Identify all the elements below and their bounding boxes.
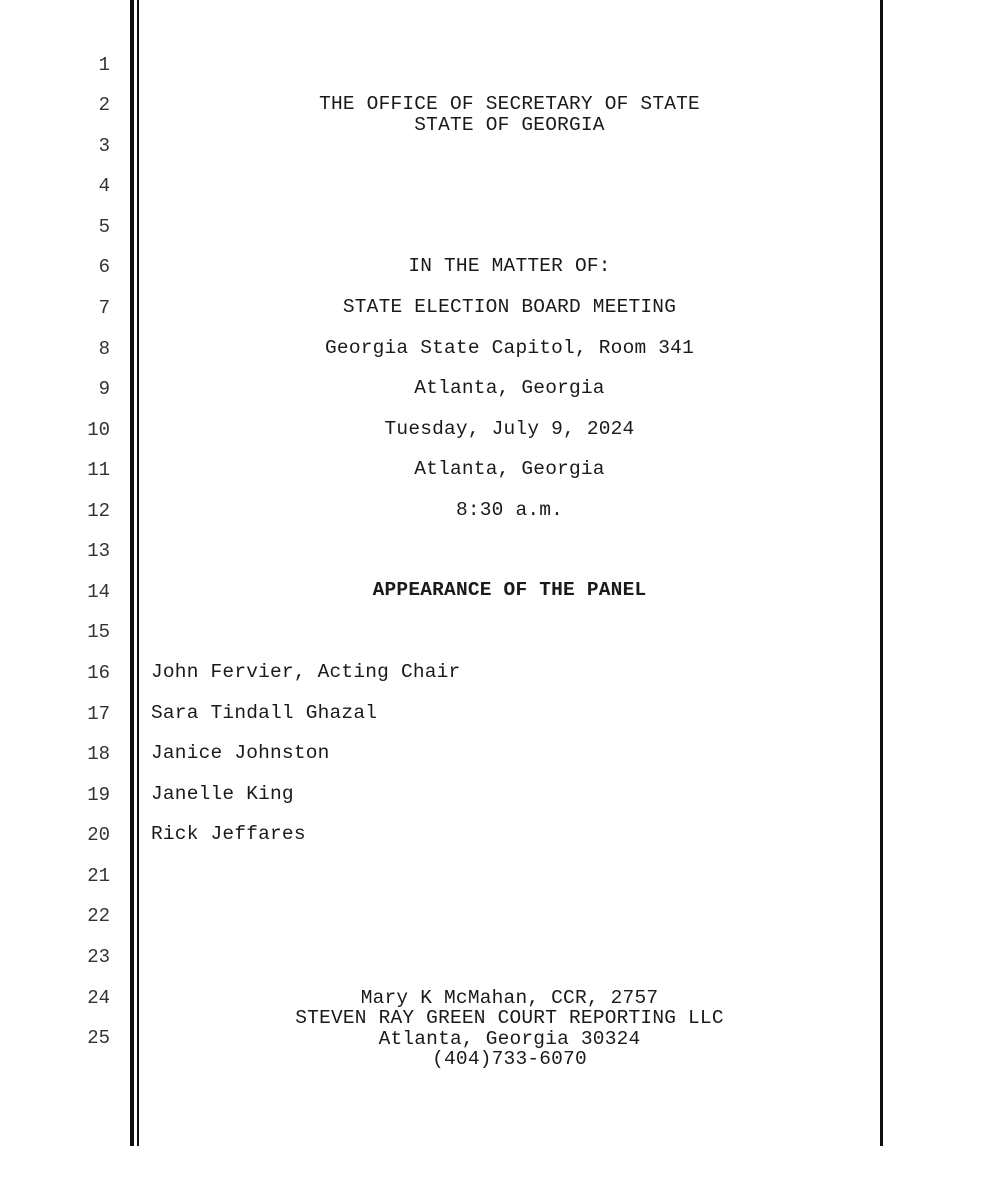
meeting-city: Atlanta, Georgia: [414, 377, 605, 399]
left-margin-rule-outer: [130, 0, 134, 1146]
line-number: 3: [98, 135, 110, 157]
meeting-time: 8:30 a.m.: [455, 499, 564, 521]
line-number: 16: [87, 662, 110, 684]
panel-heading: APPEARANCE OF THE PANEL: [372, 579, 647, 601]
line-number: 17: [87, 703, 110, 725]
meeting-city-2: Atlanta, Georgia: [414, 458, 605, 480]
line-number: 19: [87, 784, 110, 806]
left-margin-rule-inner: [137, 0, 139, 1146]
line-number: 20: [87, 824, 110, 846]
line-number: 6: [98, 256, 110, 278]
line-number: 21: [87, 865, 110, 887]
line-number: 7: [98, 297, 110, 319]
line-number: 22: [87, 905, 110, 927]
meeting-title: STATE ELECTION BOARD MEETING: [342, 296, 677, 318]
line-number: 10: [87, 419, 110, 441]
reporter-name: Mary K McMahan, CCR, 2757: [360, 987, 659, 1009]
panel-member: Rick Jeffares: [151, 823, 306, 845]
line-number: 14: [87, 581, 110, 603]
line-number: 18: [87, 743, 110, 765]
panel-member: John Fervier, Acting Chair: [151, 661, 461, 683]
line-number: 4: [98, 175, 110, 197]
line-number: 13: [87, 540, 110, 562]
line-number: 25: [87, 1027, 110, 1049]
reporter-company: STEVEN RAY GREEN COURT REPORTING LLC: [295, 1007, 724, 1029]
line-number: 5: [98, 216, 110, 238]
meeting-location: Georgia State Capitol, Room 341: [325, 337, 694, 359]
matter-intro: IN THE MATTER OF:: [408, 255, 611, 277]
reporter-address: Atlanta, Georgia 30324: [378, 1028, 641, 1050]
office-title: THE OFFICE OF SECRETARY OF STATE: [319, 93, 700, 115]
meeting-date: Tuesday, July 9, 2024: [384, 418, 635, 440]
panel-member: Janelle King: [151, 783, 294, 805]
panel-member: Janice Johnston: [151, 742, 330, 764]
right-margin-rule: [880, 0, 883, 1146]
panel-member: Sara Tindall Ghazal: [151, 702, 378, 724]
line-number: 12: [87, 500, 110, 522]
line-number: 23: [87, 946, 110, 968]
line-number: 11: [87, 459, 110, 481]
line-number: 15: [87, 621, 110, 643]
line-number: 9: [98, 378, 110, 400]
line-number: 2: [98, 94, 110, 116]
reporter-phone: (404)733-6070: [432, 1048, 587, 1070]
line-number: 8: [98, 338, 110, 360]
line-number: 24: [87, 987, 110, 1009]
state-title: STATE OF GEORGIA: [414, 114, 605, 136]
line-number: 1: [98, 54, 110, 76]
